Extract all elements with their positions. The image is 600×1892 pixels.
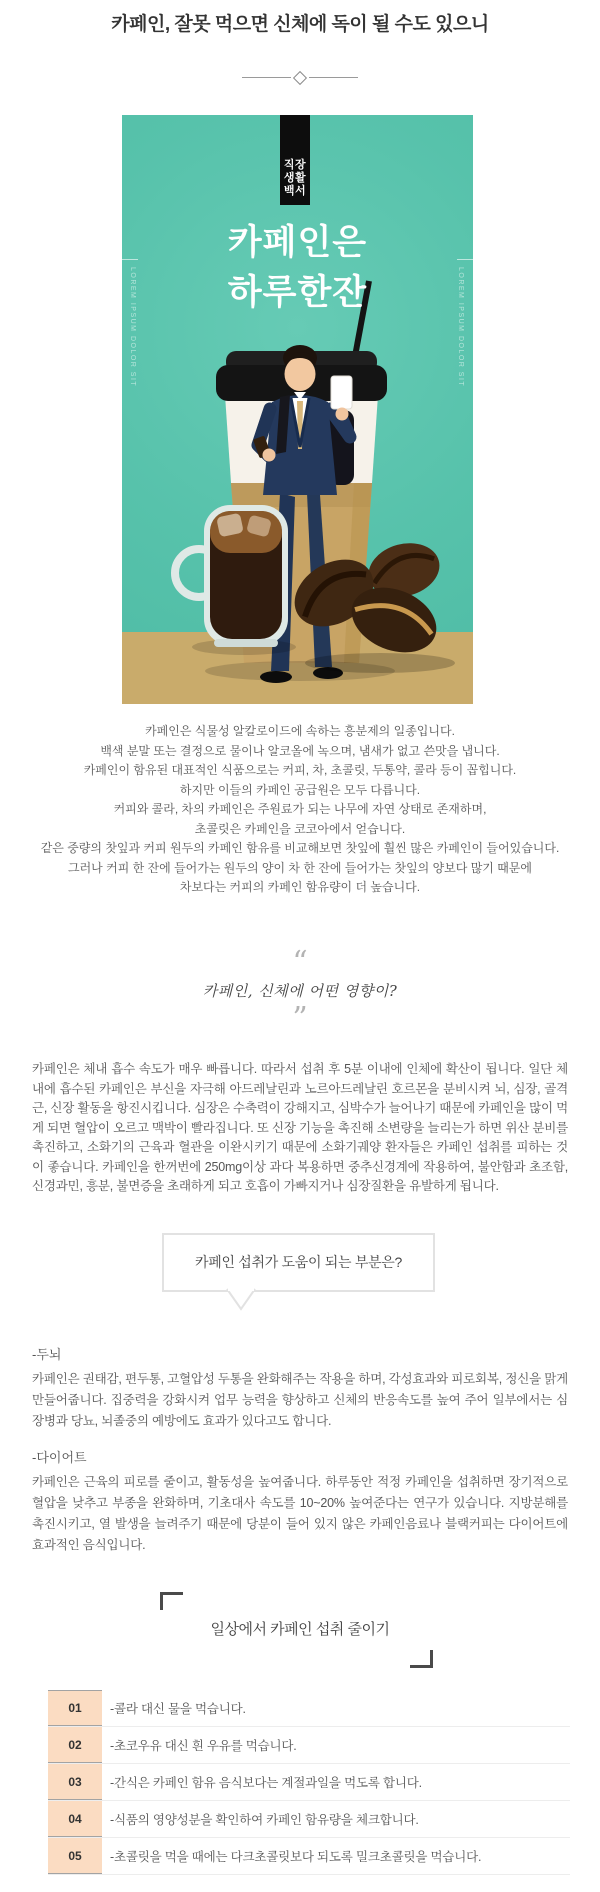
benefit-body: 카페인은 권태감, 편두통, 고혈압성 두통을 완화해주는 작용을 하며, 각성효과와 피로회복, 정신을 맑게 만들어줍니다. 집중력을 강화시켜 업무 능력을 향상하고 신체의 반응속도를 높여 주어 일부에서는 심장병과 당뇨, 뇌졸중의 예방에도 효과가 있다고도 합니다. — [32, 1372, 568, 1428]
poster-side-text-right: LOREM IPSUM DOLOR SIT — [457, 267, 464, 388]
poster-image — [122, 115, 473, 704]
benefit-heading: -두뇌 — [32, 1347, 62, 1362]
headline-line-2: 하루한잔 — [227, 273, 368, 312]
benefits-bubble — [162, 1233, 435, 1292]
tips-title: 일상에서 카페인 섭취 줄이기 — [210, 1621, 390, 1638]
diamond-ornament-icon — [293, 70, 307, 84]
tip-number: 02 — [48, 1727, 102, 1763]
quote-text: 카페인, 신체에 어떤 영향이? — [202, 982, 398, 1000]
poster-ribbon — [280, 115, 310, 205]
intro-line: 같은 중량의 찻잎과 커피 원두의 카페인 함유를 비교해보면 찻잎에 훨씬 많은 카페인이 들어있습니다. — [40, 841, 560, 855]
tip-row — [48, 1727, 570, 1764]
tip-text: -콜라 대신 물을 먹습니다. — [110, 1702, 246, 1716]
section-divider — [242, 70, 358, 85]
intro-line: 카페인이 함유된 대표적인 식품으로는 커피, 차, 초콜릿, 두통약, 콜라 등이 꼽힙니다. — [83, 763, 517, 777]
tip-text: -초코우유 대신 흰 우유를 먹습니다. — [110, 1739, 297, 1753]
ribbon-line: 직장 — [283, 159, 307, 171]
top-left-bracket-icon — [160, 1592, 183, 1610]
tip-number: 03 — [48, 1764, 102, 1800]
bottom-right-bracket-icon — [410, 1650, 433, 1668]
side-tick-right — [457, 259, 473, 260]
open-quote-mark: “ — [292, 945, 308, 980]
intro-line: 초콜릿은 카페인을 코코아에서 얻습니다. — [194, 821, 406, 836]
benefit-heading: -다이어트 — [32, 1450, 87, 1465]
intro-paragraph — [0, 722, 600, 898]
close-quote-mark: ” — [292, 1001, 308, 1036]
ribbon-line: 생활 — [283, 172, 307, 184]
divider-line — [242, 77, 291, 78]
tip-text: -초콜릿을 먹을 때에는 다크초콜릿보다 되도록 밀크초콜릿을 먹습니다. — [110, 1850, 482, 1864]
bubble-tail — [226, 1288, 258, 1312]
tip-row — [48, 1838, 570, 1875]
poster-headline — [122, 218, 473, 318]
poster-side-text-left: LOREM IPSUM DOLOR SIT — [129, 267, 136, 388]
tip-row — [48, 1801, 570, 1838]
intro-line: 커피와 콜라, 차의 카페인은 주원료가 되는 나무에 자연 상태로 존재하며, — [113, 802, 487, 816]
benefit-body: 카페인은 근육의 피로를 줄이고, 활동성을 높여줍니다. 하루동안 적정 카페인을 섭취하면 장기적으로 혈압을 낮추고 부종을 완화하며, 기초대사 속도를 10~20% 높여준다는 연구가 있습니다. 지방분해를 촉진시키고, 열 발생을 늘려주기 때문에 당분이 들어 있지 않은 카페인음료나 블랙커피는 다이어트에 효과적인 음식입니다. — [32, 1475, 568, 1552]
tip-text: -식품의 영양성분을 확인하여 카페인 함유량을 체크합니다. — [110, 1813, 419, 1827]
benefit-section-brain — [32, 1346, 568, 1432]
divider-line — [309, 77, 358, 78]
intro-line: 하지만 이들의 카페인 공급원은 모두 다릅니다. — [179, 782, 421, 797]
tips-list — [48, 1690, 570, 1875]
tip-text: -간식은 카페인 함유 음식보다는 계절과일을 먹도록 합니다. — [110, 1776, 422, 1790]
tip-row — [48, 1764, 570, 1801]
page-title: 카페인, 잘못 먹으면 신체에 독이 될 수도 있으니 — [111, 14, 489, 35]
headline-line-1: 카페인은 — [227, 223, 368, 262]
tip-number: 04 — [48, 1801, 102, 1837]
intro-line: 백색 분말 또는 결정으로 물이나 알코올에 녹으며, 냄새가 없고 쓴맛을 냅니다. — [100, 743, 500, 758]
intro-line: 카페인은 식물성 알칼로이드에 속하는 흥분제의 일종입니다. — [145, 724, 455, 738]
tip-number: 01 — [48, 1690, 102, 1726]
benefits-bubble-title: 카페인 섭취가 도움이 되는 부분은? — [195, 1254, 402, 1270]
ribbon-line: 백서 — [283, 185, 307, 197]
tip-row — [48, 1690, 570, 1727]
intro-line: 차보다는 커피의 카페인 함유량이 더 높습니다. — [179, 880, 421, 894]
side-tick-left — [122, 259, 138, 260]
intro-line: 그러나 커피 한 잔에 들어가는 원두의 양이 차 한 잔에 들어가는 찻잎의 양보다 많기 때문에 — [68, 860, 532, 875]
effects-paragraph: 카페인은 체내 흡수 속도가 매우 빠릅니다. 따라서 섭취 후 5분 이내에 인체에 확산이 됩니다. 일단 체내에 흡수된 카페인은 부신을 자극해 아드레날린과 노르아드레날린 호르몬을 분비시켜 뇌, 심장, 골격근, 신장 활동을 항진시킵니다. 심장은 수축력이 강해지고, 심박수가 늘어나기 때문에 카페인을 많이 먹게 되면 혈압이 오르고 맥박이 빨라집니다. 또 신장 기능을 촉진해 소변량을 늘리는가 하면 위산 분비를 촉진하고, 소화기의 근육과 혈관을 이완시키기 때문에 소화기궤양 환자들은 카페인 섭취를 피하는 것이 좋습니다. 카페인을 한꺼번에 250mg이상 과다 복용하면 중추신경계에 작용하여, 불안함과 초조함, 신경과민, 흥분, 불면증을 초래하게 되고 호흡이 가빠지거나 심장질환을 유발하게 됩니다. — [32, 1062, 568, 1193]
benefit-section-diet — [32, 1449, 568, 1556]
tip-number: 05 — [48, 1838, 102, 1874]
